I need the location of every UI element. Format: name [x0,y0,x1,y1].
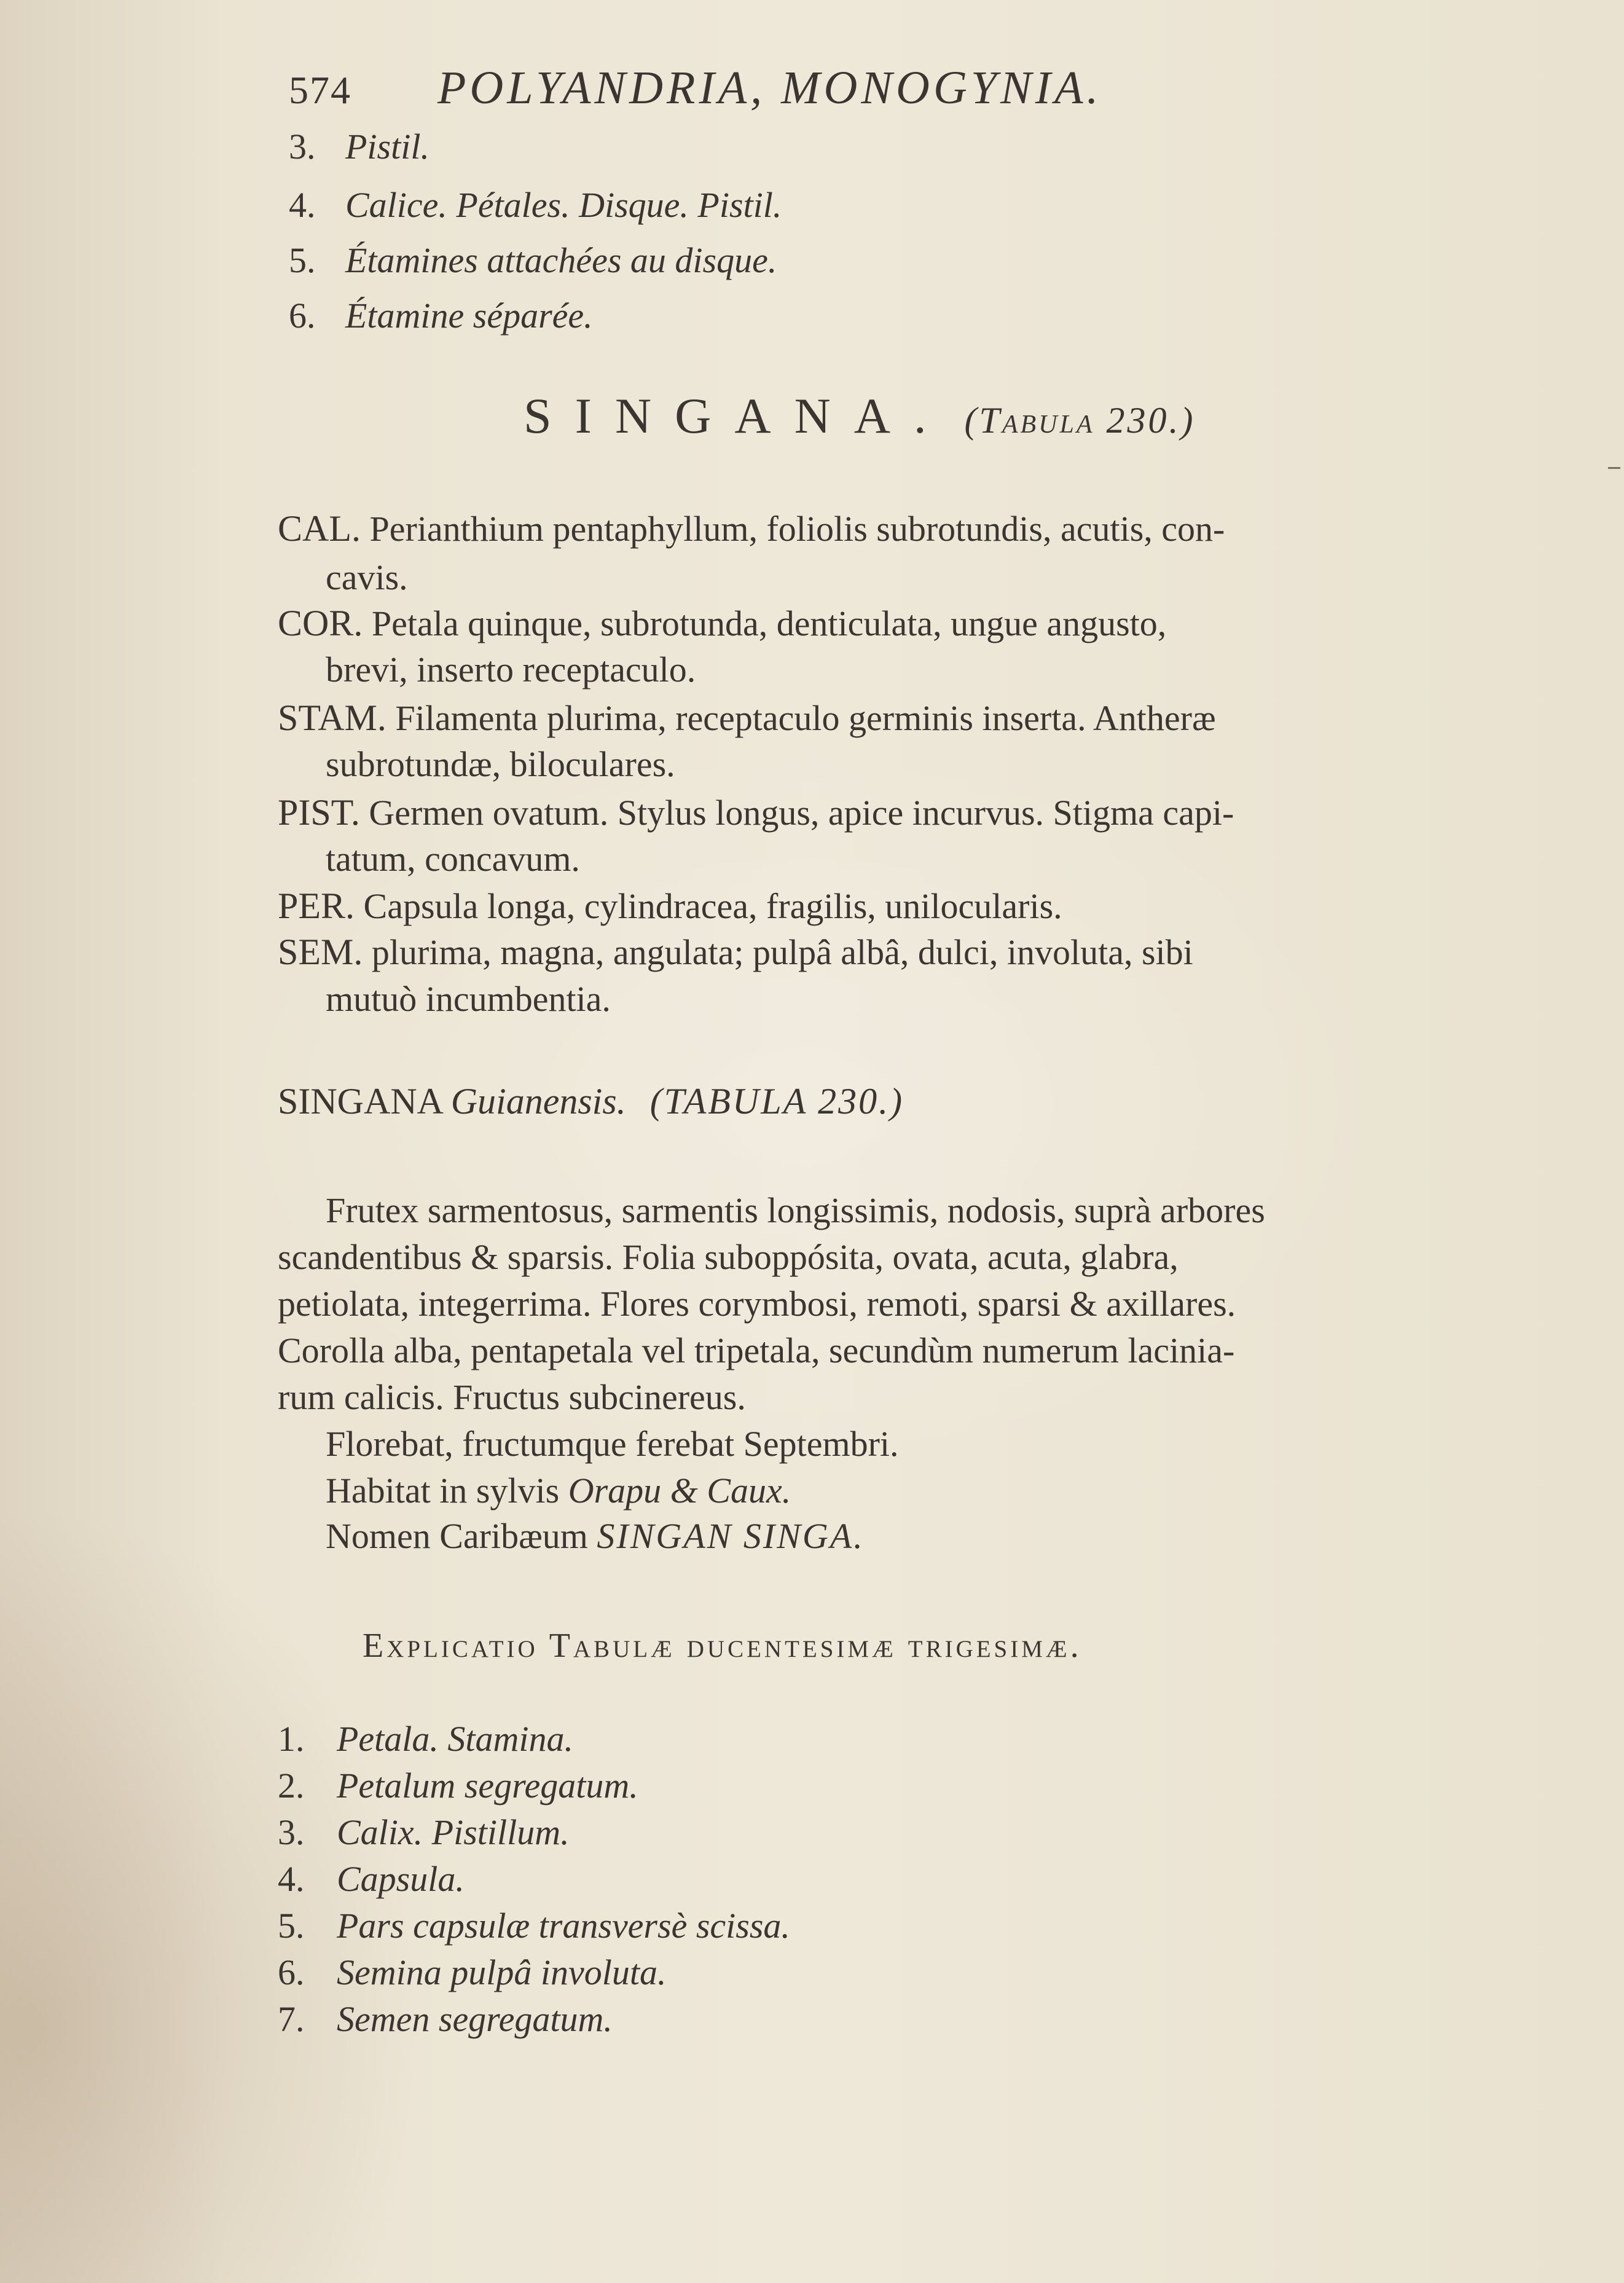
list-item: 3. Calix. Pistillum. [278,1812,570,1852]
list-item: 2. Petalum segregatum. [278,1766,638,1806]
list-item: 3. Pistil. [289,127,430,167]
paragraph-line: petiolata, integerrima. Flores corymbosi, remoti, sparsi & axillares. [278,1284,1236,1324]
margin-mark [1608,467,1620,469]
note-caribbean-name: Nomen Caribæum SINGAN SINGA. [326,1516,865,1556]
description-row-stam: STAM. Filamenta plurima, receptaculo germinis inserta. Antheræ [278,697,1216,738]
paragraph-line: scandentibus & sparsis. Folia suboppósita, ovata, acuta, glabra, [278,1237,1179,1277]
list-item: 1. Petala. Stamina. [278,1719,574,1759]
page-number: 574 [289,68,351,112]
genus-tabula: (Tabula 230.) [964,400,1196,441]
description-continuation: brevi, inserto receptaculo. [326,650,696,690]
note-habitat: Habitat in sylvis Orapu & Caux. [326,1471,791,1511]
description-continuation: subrotundæ, biloculares. [326,744,675,784]
list-item: 6. Semina pulpâ involuta. [278,1952,667,1992]
species-epithet: Guianensis. [450,1081,626,1122]
description-row-sem: SEM. plurima, magna, angulata; pulpâ albâ, dulci, involuta, sibi [278,932,1193,972]
genus-heading [524,387,1196,445]
description-continuation: mutuò incumbentia. [326,979,611,1019]
list-item: 7. Semen segregatum. [278,1999,613,2039]
species-heading [278,1080,904,1123]
genus-name: SINGANA. [524,388,950,444]
note-flowering: Florebat, fructumque ferebat Septembri. [326,1424,899,1464]
paragraph-line: Corolla alba, pentapetala vel tripetala, secundùm numerum lacinia- [278,1330,1235,1370]
description-continuation: tatum, concavum. [326,839,580,879]
description-row-cor: COR. Petala quinque, subrotunda, denticulata, ungue angusto, [278,603,1167,643]
list-item: 5. Pars capsulæ transversè scissa. [278,1906,790,1946]
running-title: POLYANDRIA, MONOGYNIA. [437,62,1102,114]
description-row-cal: CAL. Perianthium pentaphyllum, foliolis subrotundis, acutis, con- [278,508,1225,549]
description-continuation: cavis. [326,557,408,597]
running-header [289,61,1102,115]
list-item: 5. Étamines attachées au disque. [289,240,777,280]
description-row-per: PER. Capsula longa, cylindracea, fragilis, unilocularis. [278,886,1062,926]
description-row-pist: PIST. Germen ovatum. Stylus longus, apice incurvus. Stigma capi- [278,792,1234,833]
explicatio-heading: Explicatio Tabulæ ducentesimæ trigesimæ. [363,1627,1082,1665]
species-genus: SINGANA [278,1081,442,1122]
species-tabula: (TABULA 230.) [649,1081,904,1122]
paragraph-line: Frutex sarmentosus, sarmentis longissimis, nodosis, suprà arbores [326,1190,1265,1230]
list-item: 4. Capsula. [278,1859,465,1899]
list-item: 6. Étamine séparée. [289,296,593,336]
list-item: 4. Calice. Pétales. Disque. Pistil. [289,185,782,225]
paragraph-line: rum calicis. Fructus subcinereus. [278,1377,746,1417]
